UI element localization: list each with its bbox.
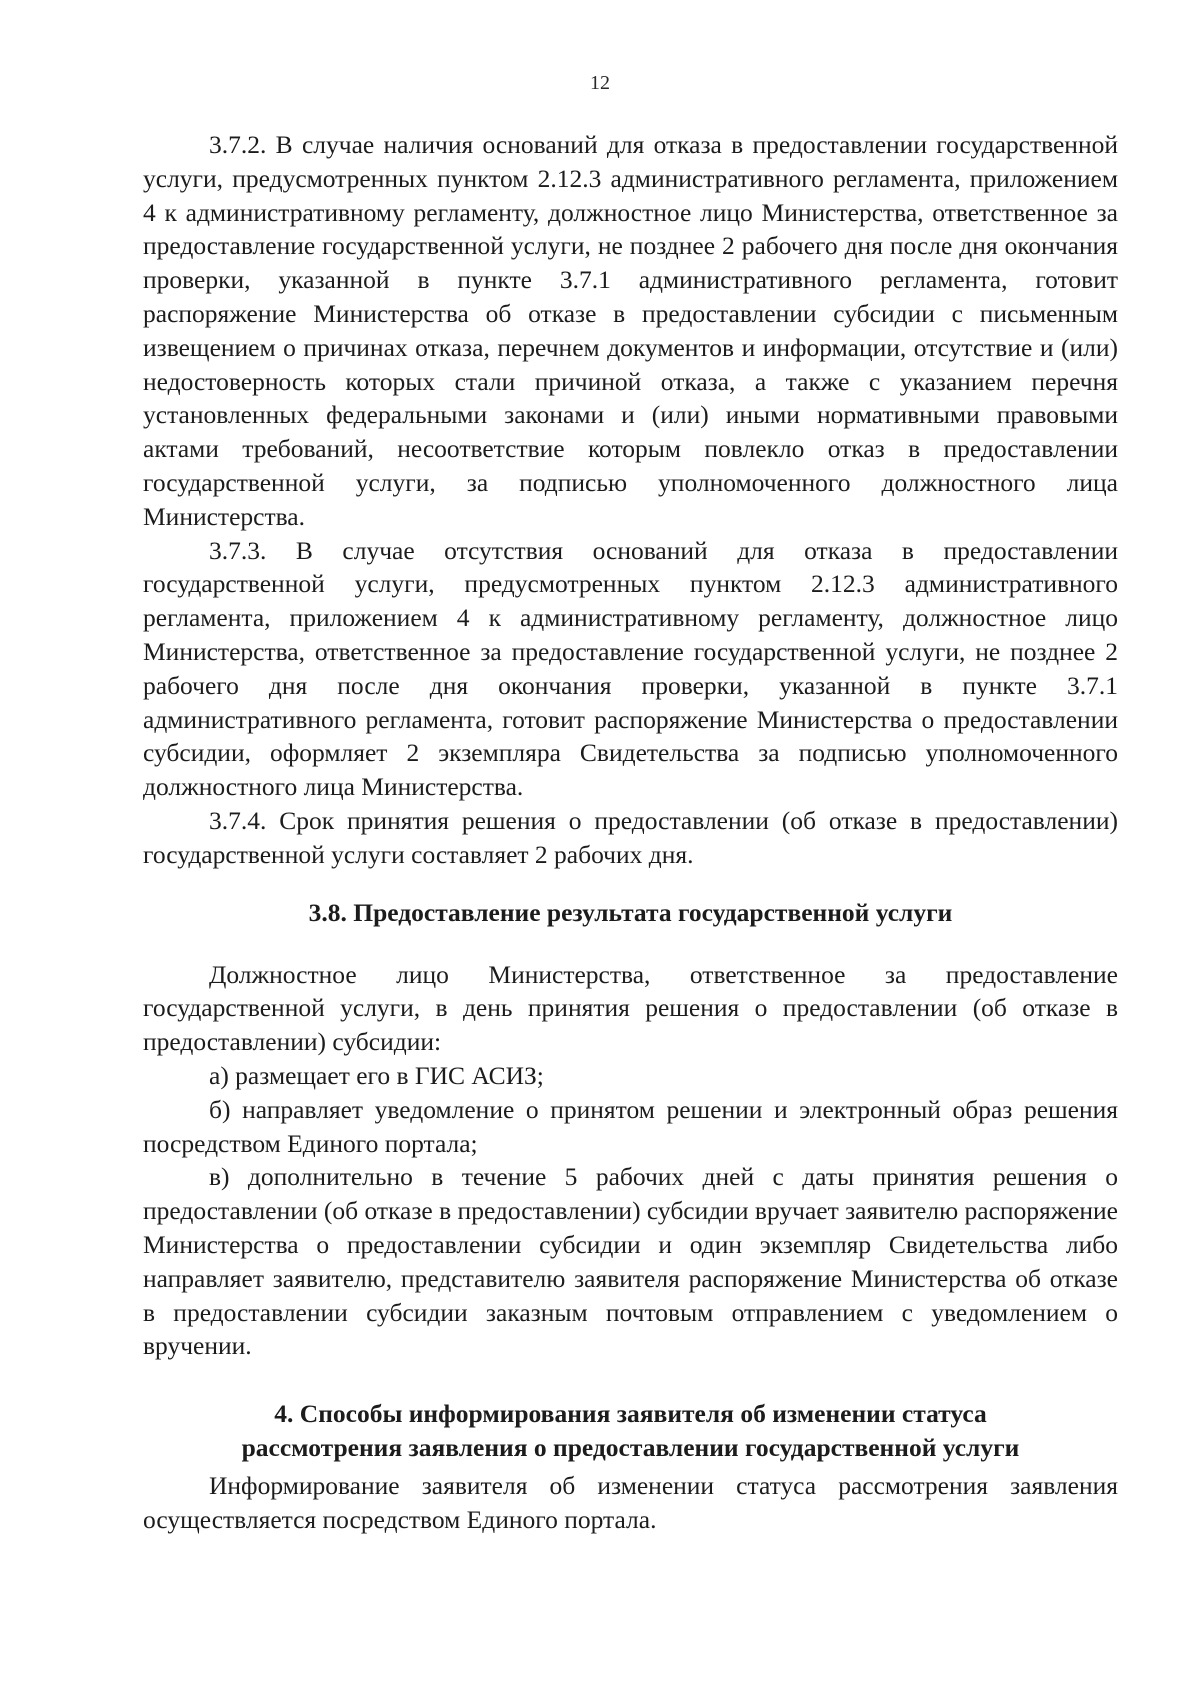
paragraph-3-7-4: 3.7.4. Срок принятия решения о предоставлении (об отказе в предоставлении) государственной услуги составляет 2 рабочих дня. — [143, 805, 1118, 869]
section-4-heading-line-1: 4. Способы информирования заявителя об изменении статуса — [274, 1399, 987, 1429]
paragraph-3-7-3: 3.7.3. В случае отсутствия оснований для отказа в предоставлении государственной услуги, предусмотренных пунктом 2.12.3 административного регламента, приложением 4 к административному регламенту, должностное лицо Министерства, ответственное за предоставление государственной услуги, не позднее 2 рабочего дня после дня окончания проверки, указанной в пункте 3.7.1 административного регламента, готовит распоряжение Министерства о предоставлении субсидии, оформляет 2 экземпляра Свидетельства за подписью уполномоченного должностного лица Министерства. — [143, 535, 1118, 802]
section-3-8-item-b: б) направляет уведомление о принятом решении и электронный образ решения посредством Единого портала; — [143, 1094, 1118, 1158]
section-3-8-item-a: а) размещает его в ГИС АСИЗ; — [209, 1060, 544, 1090]
section-4-heading-line-2: рассмотрения заявления о предоставлении государственной услуги — [241, 1433, 1020, 1463]
paragraph-3-7-2: 3.7.2. В случае наличия оснований для отказа в предоставлении государственной услуги, предусмотренных пунктом 2.12.3 административного регламента, приложением 4 к административному регламенту, должностное лицо Министерства, ответственное за предоставление государственной услуги, не позднее 2 рабочего дня после дня окончания проверки, указанной в пункте 3.7.1 административного регламента, готовит распоряжение Министерства об отказе в предоставлении субсидии с письменным извещением о причинах отказа, перечнем документов и информации, отсутствие и (или) недостоверность которых стали причиной отказа, а также с указанием перечня установленных федеральными законами и (или) иными нормативными правовыми актами требований, несоответствие которым повлекло отказ в предоставлении государственной услуги, за подписью уполномоченного должностного лица Министерства. — [143, 130, 1118, 531]
section-3-8-item-c: в) дополнительно в течение 5 рабочих дней с даты принятия решения о предоставлении (об отказе в предоставлении) субсидии вручает заявителю распоряжение Министерства о предоставлении субсидии и один экземпляр Свидетельства либо направляет заявителю, представителю заявителя распоряжение Министерства об отказе в предоставлении субсидии заказным почтовым отправлением с уведомлением о вручении. — [143, 1162, 1118, 1361]
page-content — [143, 128, 1118, 1537]
section-3-8-heading: 3.8. Предоставление результата государственной услуги — [308, 897, 953, 927]
page-number: 12 — [590, 72, 610, 94]
section-3-8-intro: Должностное лицо Министерства, ответственное за предоставление государственной услуги, в день принятия решения о предоставлении (об отказе в предоставлении) субсидии: — [143, 959, 1118, 1057]
section-4-heading — [143, 1397, 1118, 1465]
section-4-text: Информирование заявителя об изменении статуса рассмотрения заявления осуществляется посредством Единого портала. — [143, 1471, 1118, 1534]
